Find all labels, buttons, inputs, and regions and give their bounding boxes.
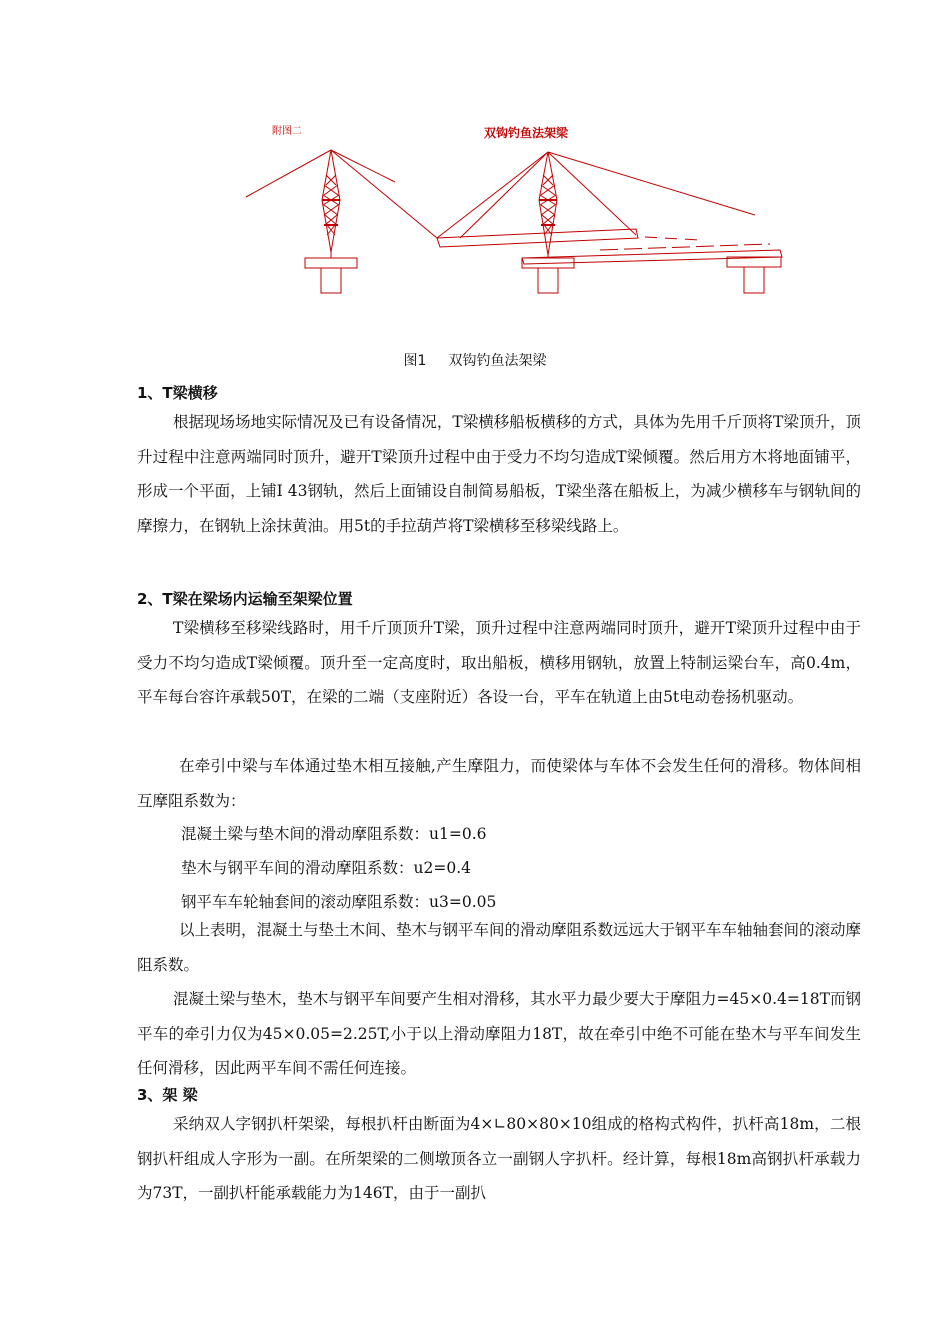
paragraph: 混凝土梁与垫木，垫木与钢平车间要产生相对滑移，其水平力最少要大于摩阻力=45×0.4=18T而钢平车的牵引力仅为45×0.05=2.25T,小于以上滑动摩阻力18T，故在牵引中绝不可能在垫木与平车间发生任何滑移，因此两平车间不需任何连接。 bbox=[137, 990, 861, 1077]
coefficient-line: 垫木与钢平车间的滑动摩阻系数：u2=0.4 bbox=[181, 859, 471, 877]
coefficient-line: 混凝土梁与垫木间的滑动摩阻系数：u1=0.6 bbox=[181, 825, 487, 843]
left-pier-column bbox=[321, 268, 341, 293]
paragraph: 根据现场场地实际情况及已有设备情况，T梁横移船板横移的方式，具体为先用千斤顶将T梁顶升，顶升过程中注意两端同时顶升，避开T梁顶升过程中由于受力不均匀造成T梁倾覆。然后用方木将地面铺平，形成一个平面，上铺Ⅰ 43钢轨，然后上面铺设自制简易船板，T梁坐落在船板上，为减少横移车与钢轨间的摩擦力，在钢轨上涂抹黄油。用5t的手拉葫芦将T梁横移至移梁线路上。 bbox=[137, 413, 861, 535]
guy-line bbox=[246, 150, 331, 197]
figure-title: 双钩钓鱼法架梁 bbox=[484, 126, 569, 140]
guy-line bbox=[548, 152, 636, 235]
beam-dash bbox=[645, 237, 700, 240]
figure-caption-number: 图1 bbox=[403, 353, 427, 369]
section-heading: 2、T梁在梁场内运输至架梁位置 bbox=[137, 590, 353, 608]
paragraph: T梁横移至移梁线路时，用千斤顶顶升T梁，顶升过程中注意两端同时顶升，避开T梁顶升过程中由于受力不均匀造成T梁倾覆。顶升至一定高度时，取出船板，横移用钢轨，放置上特制运梁台车，高0.4m，平车每台容许承载50T，在梁的二端（支座附近）各设一台，平车在轨道上由5t电动卷扬机驱动。 bbox=[137, 619, 861, 706]
figure-label: 附图二 bbox=[272, 126, 302, 137]
coefficient-line: 钢平车车轮轴套间的滚动摩阻系数：u3=0.05 bbox=[181, 893, 497, 911]
figure-drawing bbox=[0, 0, 950, 340]
middle-pier-column bbox=[538, 268, 558, 293]
figure-caption bbox=[0, 350, 950, 370]
right-pier-column bbox=[744, 267, 764, 293]
paragraph: 以上表明，混凝土与垫土木间、垫木与钢平车间的滑动摩阻系数远远大于钢平车车轴轴套间的滚动摩阻系数。 bbox=[137, 921, 862, 974]
guy-line bbox=[460, 152, 548, 238]
paragraph: 在牵引中梁与车体通过垫木相互接触,产生摩阻力，而使梁体与车体不会发生任何的滑移。物体间相互摩阻系数为： bbox=[137, 757, 861, 810]
figure-caption-text: 双钩钓鱼法架梁 bbox=[448, 353, 547, 369]
left-pier-cap bbox=[305, 258, 357, 268]
paragraph: 采纳双人字钢扒杆架梁，每根扒杆由断面为4×∟80×80×10组成的格构式构件，扒杆高18m，二根钢扒杆组成人字形为一副。在所架梁的二侧墩顶各立一副钢人字扒杆。经计算，每根18m高钢扒杆承载力为73T，一副扒杆能承载能力为146T，由于一副扒 bbox=[137, 1115, 861, 1202]
guy-line bbox=[331, 150, 437, 238]
section-heading: 3、架 梁 bbox=[137, 1086, 198, 1104]
guy-line bbox=[437, 152, 548, 238]
section-heading: 1、T梁横移 bbox=[137, 384, 218, 402]
left-lattice-mast bbox=[322, 150, 340, 258]
guy-line bbox=[548, 152, 755, 215]
